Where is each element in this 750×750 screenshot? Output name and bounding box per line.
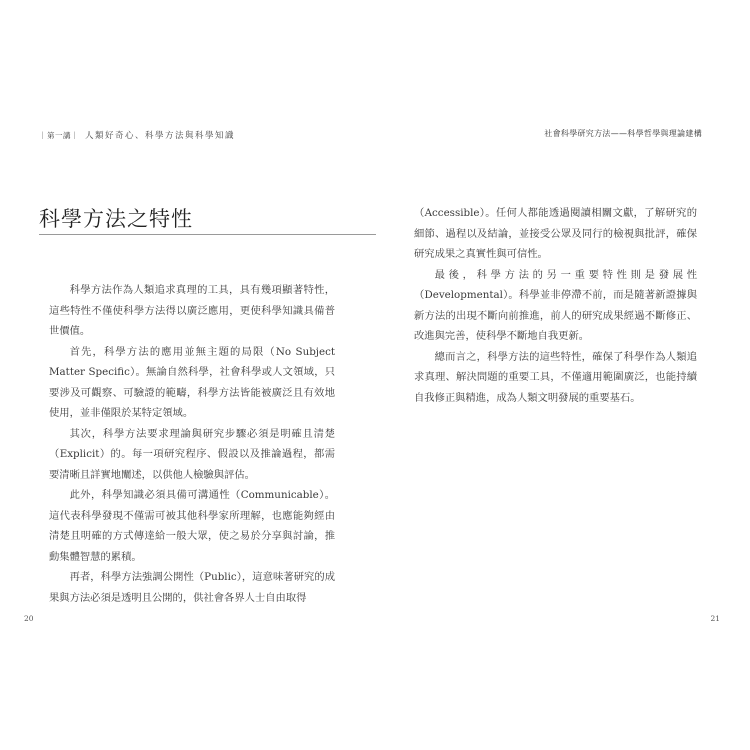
right-body-text	[414, 203, 697, 408]
right-page	[375, 0, 750, 750]
paragraph: 科學方法作為人類追求真理的工具，具有幾項顯著特性，這些特性不僅使科學方法得以廣泛應用，更使科學知識具備普世價值。	[49, 284, 335, 337]
page-number-right: 21	[710, 614, 720, 623]
paragraph: 首先，科學方法的應用並無主題的局限（No Subject Matter Specific）。無論自然科學，社會科學或人文領域，只要涉及可觀察、可驗證的範疇，科學方法皆能被廣泛且有效地使用，並非僅限於某特定領域。	[49, 345, 335, 419]
chapter-label: ｜第一講｜	[39, 131, 79, 140]
right-running-head: 社會科學研究方法——科學哲學與理論建構	[544, 129, 702, 138]
paragraph: 此外，科學知識必須具備可溝通性（Communicable）。這代表科學發現不僅需可被其他科學家所理解，也應能夠經由清楚且明確的方式傳達給一般大眾，使之易於分享與討論，推動集體智慧的累積。	[49, 489, 335, 563]
paragraph: （Accessible）。任何人都能透過閱讀相關文獻，了解研究的細節、過程以及結論，並接受公眾及同行的檢視與批評，確保研究成果之真實性與可信性。	[414, 207, 697, 260]
paragraph: 最後，科學方法的另一重要特性則是發展性（Developmental）。科學並非停滯不前，而是隨著新證據與新方法的出現不斷向前推進，前人的研究成果經過不斷修正、改進與完善，使科學不斷地自我更新。	[414, 268, 697, 342]
title-underline	[39, 234, 376, 235]
page-number-left: 20	[24, 614, 34, 623]
paragraph: 其次，科學方法要求理論與研究步驟必須是明確且清楚（Explicit）的。每一項研究程序、假設以及推論過程，都需要清晰且詳實地闡述，以供他人檢驗與評估。	[49, 427, 335, 481]
left-body-text	[49, 280, 335, 608]
chapter-title: 人類好奇心、科學方法與科學知識	[85, 131, 236, 141]
left-running-head	[39, 129, 235, 141]
paragraph: 總而言之，科學方法的這些特性，確保了科學作為人類追求真理、解決問題的重要工具，不僅適用範圍廣泛，也能持續自我修正與精進，成為人類文明發展的重要基石。	[414, 350, 697, 404]
section-title: 科學方法之特性	[39, 207, 193, 231]
paragraph: 再者，科學方法強調公開性（Public），這意味著研究的成果與方法必須是透明且公開的，供社會各界人士自由取得	[49, 571, 335, 604]
